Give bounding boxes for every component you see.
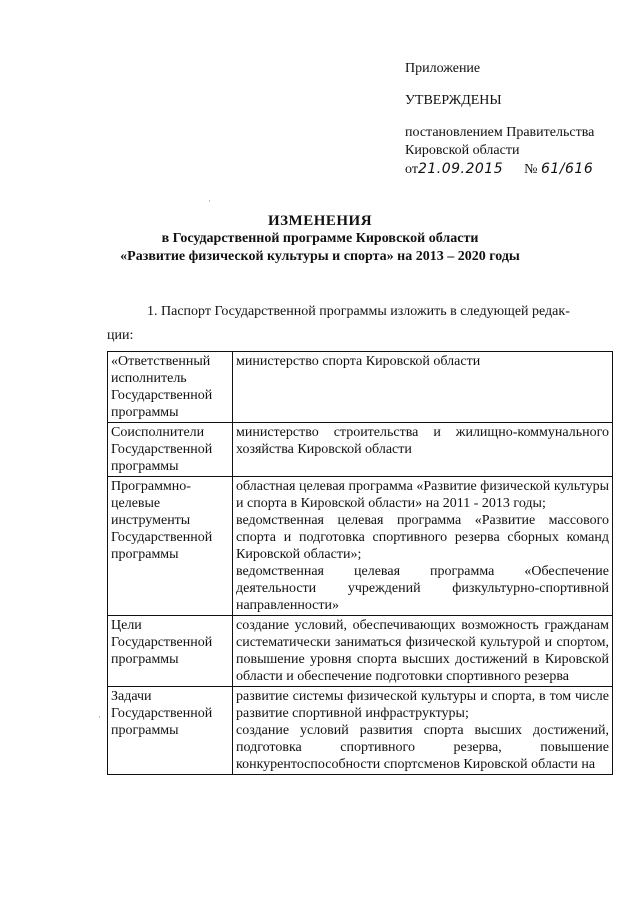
row-value: министерство строительства и жилищно-коммунального хозяйства Кировской области <box>233 423 613 477</box>
value-line: ведомственная целевая программа «Обеспечение деятельности учреждений физкультурно-спортивной направленности» <box>236 564 609 613</box>
date-prefix: от <box>405 162 418 177</box>
approval-block <box>405 60 594 179</box>
decree-line-1: постановлением Правительства <box>405 125 595 140</box>
paragraph-line-1: 1. Паспорт Государственной программы изложить в следующей редак- <box>147 304 570 319</box>
row-label: Программно-целевые инструменты Государственной программы <box>108 477 233 616</box>
value-line: областная целевая программа «Развитие физической культуры и спорта в Кировской области» на 2011 - 2013 годы; <box>236 479 609 511</box>
paragraph-line-2: ции: <box>107 328 134 343</box>
row-label: Цели Государственной программы <box>108 616 233 687</box>
value-line: ведомственная целевая программа «Развитие массового спорта и подготовка спортивного резерва сборных команд Кировской области»; <box>236 513 609 562</box>
decree-line-2: Кировской области <box>405 143 520 158</box>
table-row <box>108 423 613 477</box>
scan-speck: · <box>208 196 211 206</box>
handwritten-number: 61/616 <box>540 161 594 177</box>
row-value <box>233 477 613 616</box>
value-line: создание условий развития спорта высших достижений, подготовка спортивного резерва, повышение конкурентоспособности спортсменов Кировской области на <box>236 723 609 772</box>
row-label: Соисполнители Государственной программы <box>108 423 233 477</box>
title-line-2: в Государственной программе Кировской области <box>161 231 479 246</box>
scan-speck: · <box>98 712 101 722</box>
approved-label: УТВЕРЖДЕНЫ <box>405 93 502 108</box>
table-row <box>108 352 613 423</box>
number-prefix: № <box>524 162 538 177</box>
row-label: «Ответственный исполнитель Государственной программы <box>108 352 233 423</box>
appendix-label: Приложение <box>405 61 481 76</box>
intro-paragraph <box>107 300 613 348</box>
table-row <box>108 616 613 687</box>
document-title <box>0 212 640 266</box>
title-line-1: ИЗМЕНЕНИЯ <box>267 213 373 229</box>
row-label: Задачи Государственной программы <box>108 687 233 775</box>
handwritten-date: 21.09.2015 <box>417 161 504 177</box>
table-row <box>108 687 613 775</box>
passport-table <box>107 351 613 775</box>
row-value: министерство спорта Кировской области <box>233 352 613 423</box>
row-value <box>233 687 613 775</box>
title-line-3: «Развитие физической культуры и спорта» на 2013 – 2020 годы <box>120 249 520 264</box>
row-value: создание условий, обеспечивающих возможность гражданам систематически заниматься физической культурой и спортом, повышение уровня спорта высших достижений в Кировской области и обеспечение подготовки спортивного резерва <box>233 616 613 687</box>
table-row <box>108 477 613 616</box>
decree-date-number <box>405 160 594 179</box>
value-line: развитие системы физической культуры и спорта, в том числе развитие спортивной инфраструктуры; <box>236 689 609 721</box>
